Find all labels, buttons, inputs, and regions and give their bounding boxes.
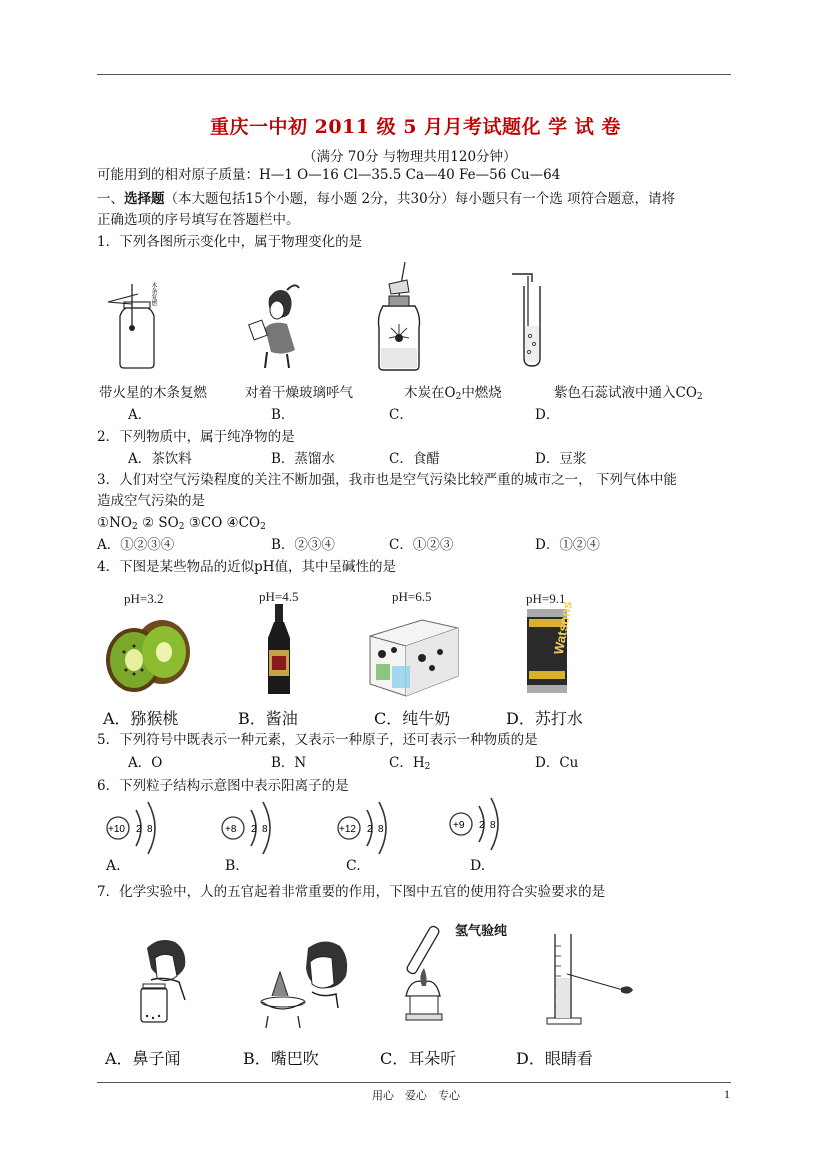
milk-carton-image [362,606,464,698]
section-instructions: （本大题包括15个小题，每小题 2分，共30分）每小题只有一个选 项符合题意，请将 [164,191,676,207]
q1-caption-d [554,384,703,406]
question-6-stem: 6．下列粒子结构示意图中表示阳离子的是 [97,778,349,794]
q1-caption-b: 对着干燥玻璃呼气 [245,385,353,401]
q2-option-c[interactable]: C．食醋 [389,451,440,467]
q4-option-a[interactable]: A．猕猴桃 [103,709,179,728]
q3-items [97,514,266,536]
q1-option-b[interactable]: B． [271,407,295,423]
shell-d-1: 2 [479,820,485,831]
q5-option-d[interactable]: D．Cu [535,755,579,771]
q7-figure-a-nose [133,936,195,1026]
shell-d-2: 8 [490,820,496,831]
q3-option-b[interactable]: B．②③④ [271,537,335,553]
can-brand-text: Watsons [550,600,575,656]
soda-water-can-image [522,600,575,697]
q1-caption-c-sub: 2 [455,392,462,402]
q1-option-c[interactable]: C． [389,407,413,423]
atomic-masses: 可能用到的相对原子质量：H—1 O—16 Cl—35.5 Ca—40 Fe—56 Cu—64 [97,167,561,183]
ph-label-b: pH=4.5 [259,589,299,604]
header-rule [97,74,731,75]
ph-label-d: pH=9.1 [526,591,566,606]
q6-option-b[interactable]: B. [225,858,240,874]
q5-option-c-sub: 2 [424,762,431,772]
q4-option-b[interactable]: B．酱油 [238,709,298,728]
page-number: 1 [724,1087,730,1101]
q7-fig-label: 氢气验纯 [455,924,508,939]
q7-figure-c-ear [400,920,460,1026]
question-1-stem: 1．下列各图所示变化中，属于物理变化的是 [97,234,363,250]
atom-diagram-d [445,796,515,858]
q3-option-c[interactable]: C．①②③ [389,537,454,553]
section-number: 一、 [97,191,124,207]
nucleus-b: +8 [225,824,237,835]
nucleus-c: +12 [339,824,356,835]
shell-a-1: 2 [136,824,142,835]
q1-option-a[interactable]: A． [128,407,152,423]
shell-c-2: 8 [378,824,384,835]
q2-option-a[interactable]: A．茶饮料 [128,451,192,467]
shell-a-2: 8 [147,824,153,835]
q3-item-3-4: ③CO ④CO [188,515,261,531]
atom-diagram-c [333,800,403,862]
q1-caption-d-text: 紫色石蕊试液中通入CO [554,385,697,401]
q1-caption-c [404,384,502,406]
shell-b-2: 8 [262,824,268,835]
q1-caption-a: 带火星的木条复燃 [99,385,207,401]
q5-option-c-text: C．H [389,755,425,771]
nucleus-a: +10 [108,824,125,835]
question-3-stem-2: 造成空气污染的是 [97,493,205,509]
q2-option-b[interactable]: B．蒸馏水 [271,451,335,467]
section-instructions-2: 正确选项的序号填写在答题栏中。 [97,212,300,228]
q1-caption-c-part2: 中燃烧 [461,385,502,401]
q7-option-c[interactable]: C．耳朵听 [380,1049,457,1068]
nucleus-d: +9 [453,820,465,831]
footer-rule [97,1082,731,1083]
q1-option-d[interactable]: D． [535,407,560,423]
footer-motto: 用心 爱心 专心 [372,1089,460,1102]
question-5-stem: 5．下列符号中既表示一种元素，又表示一种原子，还可表示一种物质的是 [97,732,538,748]
section-heading [97,190,675,208]
q6-option-a[interactable]: A. [106,858,121,874]
q7-figure-d-eye [537,932,637,1028]
q3-option-a[interactable]: A．①②③④ [97,537,175,553]
q4-option-d[interactable]: D．苏打水 [506,709,583,728]
q3-item-1-sub: 2 [131,522,138,532]
q1-figure-d-test-tube [510,270,554,370]
q7-option-d[interactable]: D．眼睛看 [516,1049,593,1068]
atom-diagram-b [217,800,287,862]
question-3-stem-1: 3．人们对空气污染程度的关注不断加强，我市也是空气污染比较严重的城市之一， 下列气体中能 [97,472,677,488]
q6-option-d[interactable]: D. [470,858,486,874]
exam-subtitle: （满分 70分 与物理共用120分钟） [303,149,517,165]
q3-option-d[interactable]: D．①②④ [535,537,600,553]
q2-option-d[interactable]: D．豆浆 [535,451,587,467]
page-title: 重庆一中初 2011 级 5 月月考试题化 学 试 卷 [210,116,621,138]
shell-c-1: 2 [367,824,373,835]
question-2-stem: 2．下列物质中，属于纯净物的是 [97,429,295,445]
soy-sauce-bottle-image [260,604,298,696]
q1-caption-c-part1: 木炭在O [404,385,456,401]
ph-label-a: pH=3.2 [124,591,164,606]
q1-figure-c-charcoal [373,262,425,374]
ph-label-c: pH=6.5 [392,589,432,604]
q3-item-2-sub: 2 [178,522,185,532]
q3-item-2: ② SO [142,515,179,531]
question-4-stem: 4．下图是某些物品的近似pH值，其中呈碱性的是 [97,559,397,575]
q5-option-c[interactable] [389,754,430,776]
kiwi-image [104,612,190,696]
q7-option-b[interactable]: B．嘴巴吹 [243,1049,319,1068]
q5-option-a[interactable]: A．O [128,755,163,771]
shell-b-1: 2 [251,824,257,835]
q1-caption-d-sub: 2 [696,392,703,402]
section-type: 选择题 [124,191,165,207]
q7-option-a[interactable]: A．鼻子闻 [105,1049,181,1068]
q5-option-b[interactable]: B．N [271,755,307,771]
q1-figure-b-breath [243,280,305,370]
question-7-stem: 7．化学实验中，人的五官起着非常重要的作用，下图中五官的使用符合实验要求的是 [97,884,606,900]
q3-item-4-sub: 2 [260,522,266,532]
q3-item-1: ①NO [97,515,132,531]
q1-fig-label: 木条复燃 [150,282,157,306]
atom-diagram-a [102,800,172,862]
q6-option-c[interactable]: C. [346,858,361,874]
q4-option-c[interactable]: C．纯牛奶 [374,709,451,728]
q7-figure-b-mouth [252,936,352,1030]
